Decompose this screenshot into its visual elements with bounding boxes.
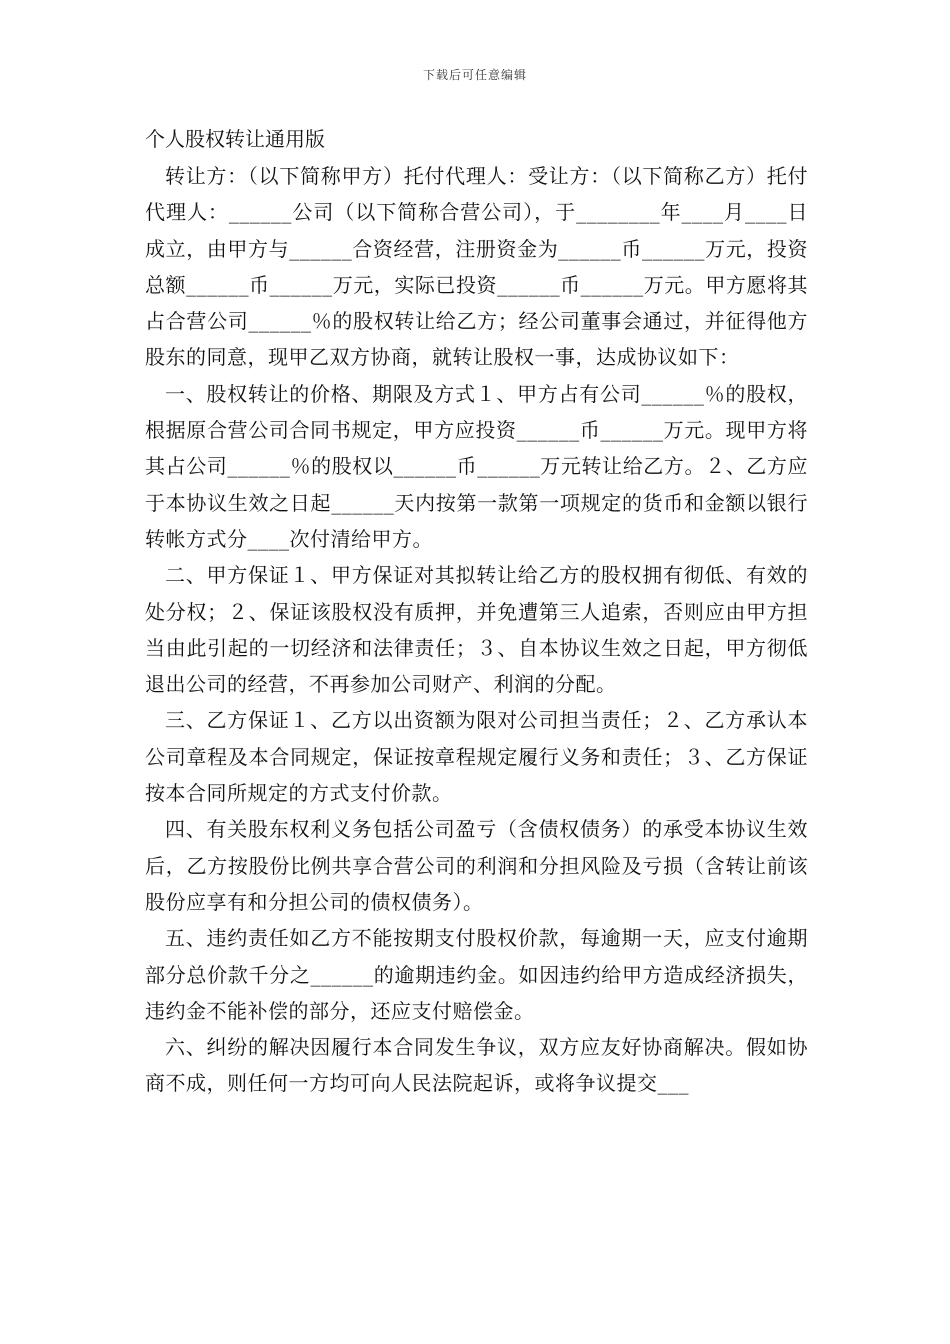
document-title: 个人股权转让通用版 bbox=[145, 127, 325, 151]
paragraph-section-6: 六、纠纷的解决因履行本合同发生争议，双方应友好协商解决。假如协商不成，则任何一方均可向人民法院起诉，或将争议提交___ bbox=[145, 1035, 808, 1096]
document-body bbox=[145, 158, 808, 1102]
header-note: 下载后可任意编辑 bbox=[422, 68, 527, 82]
paragraph-intro: 转让方：（以下简称甲方）托付代理人：受让方：（以下简称乙方）托付代理人：______公司（以下简称合营公司），于________年____月____日成立，由甲方与______合资经营，注册资金为______币______万元，投资总额______币______万元，实际已投资______币______万元。甲方愿将其占合营公司______％的股权转让给乙方；经公司董事会通过，并征得他方股东的同意，现甲乙双方协商，就转让股权一事，达成协议如下： bbox=[145, 164, 808, 370]
paragraph-section-4: 四、有关股东权利义务包括公司盈亏（含债权债务）的承受本协议生效后，乙方按股份比例共享合营公司的利润和分担风险及亏损（含转让前该股份应享有和分担公司的债权债务）。 bbox=[145, 817, 808, 914]
paragraph-section-2: 二、甲方保证１、甲方保证对其拟转让给乙方的股权拥有彻低、有效的处分权；２、保证该股权没有质押，并免遭第三人追索，否则应由甲方担当由此引起的一切经济和法律责任；３、自本协议生效之日起，甲方彻低退出公司的经营，不再参加公司财产、利润的分配。 bbox=[145, 563, 808, 697]
paragraph-section-3: 三、乙方保证１、乙方以出资额为限对公司担当责任；２、乙方承认本公司章程及本合同规定，保证按章程规定履行义务和责任；３、乙方保证按本合同所规定的方式支付价款。 bbox=[145, 708, 808, 806]
paragraph-section-1: 一、股权转让的价格、期限及方式１、甲方占有公司______％的股权，根据原合营公司合同书规定，甲方应投资______币______万元。现甲方将其占公司______％的股权以______币______万元转让给乙方。２、乙方应于本协议生效之日起______天内按第一款第一项规定的货币和金额以银行转帐方式分____次付清给甲方。 bbox=[145, 381, 808, 551]
paragraph-section-5: 五、违约责任如乙方不能按期支付股权价款，每逾期一天，应支付逾期部分总价款千分之______的逾期违约金。如因违约给甲方造成经济损失，违约金不能补偿的部分，还应支付赔偿金。 bbox=[145, 926, 808, 1023]
